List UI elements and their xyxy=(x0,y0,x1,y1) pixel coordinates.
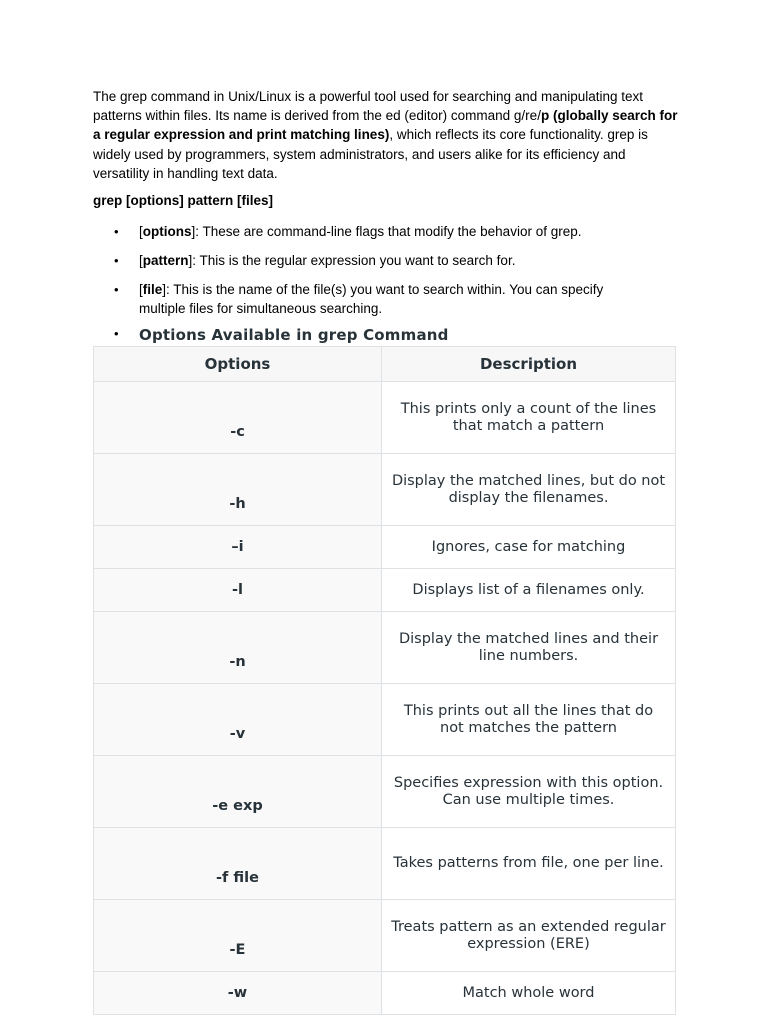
table-row xyxy=(94,612,676,684)
options-heading: • Options Available in grep Command xyxy=(93,326,653,344)
option-cell: –i xyxy=(94,526,382,569)
column-header-description: Description xyxy=(382,347,676,382)
option-cell: -w xyxy=(94,972,382,1015)
option-cell: -n xyxy=(94,612,382,684)
option-cell: -e exp xyxy=(94,756,382,828)
list-item xyxy=(93,222,653,241)
description-cell: Treats pattern as an extended regular expression (ERE) xyxy=(382,900,676,972)
param-term: options xyxy=(142,224,192,239)
syntax-line: grep [options] pattern [files] xyxy=(93,193,273,208)
option-cell: -c xyxy=(94,382,382,454)
table-row xyxy=(94,569,676,612)
list-item xyxy=(93,251,653,270)
table-row xyxy=(94,454,676,526)
bracket-open: [ xyxy=(139,224,143,239)
table-row xyxy=(94,828,676,900)
description-cell: Specifies expression with this option. Can use multiple times. xyxy=(382,756,676,828)
intro-text-2: , which reflects its core functionality. grep is widely used by programmers, system administrators, and users alike for its efficiency and versatility in handling text data. xyxy=(93,127,648,181)
option-cell: -v xyxy=(94,684,382,756)
intro-paragraph xyxy=(93,87,683,183)
bracket-open: [ xyxy=(139,282,143,297)
param-term: file xyxy=(142,282,163,297)
table-row xyxy=(94,382,676,454)
table-row xyxy=(94,684,676,756)
param-description: ]: This is the name of the file(s) you want to search within. You can specify multiple files for simultaneous searching. xyxy=(139,282,604,316)
description-cell: Display the matched lines and their line numbers. xyxy=(382,612,676,684)
description-cell: This prints only a count of the lines that match a pattern xyxy=(382,382,676,454)
parameter-list xyxy=(93,222,653,328)
option-cell: -E xyxy=(94,900,382,972)
table-row xyxy=(94,756,676,828)
intro-text-1: The grep command in Unix/Linux is a powerful tool used for searching and manipulating text patterns within files. Its name is derived from the ed (editor) command g/re/ xyxy=(93,89,644,124)
option-cell: -l xyxy=(94,569,382,612)
description-cell: Takes patterns from file, one per line. xyxy=(382,828,676,900)
option-cell: -f file xyxy=(94,828,382,900)
description-cell: Displays list of a filenames only. xyxy=(382,569,676,612)
column-header-options: Options xyxy=(94,347,382,382)
description-cell: Ignores, case for matching xyxy=(382,526,676,569)
table-row xyxy=(94,900,676,972)
table-row xyxy=(94,972,676,1015)
intro-bold-text: p (globally search for a regular expression and print matching lines) xyxy=(93,108,678,143)
param-term: pattern xyxy=(142,253,189,268)
option-cell: -h xyxy=(94,454,382,526)
table-header-row xyxy=(94,347,676,382)
options-table xyxy=(93,346,676,1015)
list-item xyxy=(93,280,653,318)
description-cell: Display the matched lines, but do not display the filenames. xyxy=(382,454,676,526)
param-description: ]: These are command-line flags that modify the behavior of grep. xyxy=(191,224,582,239)
table-row xyxy=(94,526,676,569)
bracket-open: [ xyxy=(139,253,143,268)
description-cell: Match whole word xyxy=(382,972,676,1015)
description-cell: This prints out all the lines that do not matches the pattern xyxy=(382,684,676,756)
param-description: ]: This is the regular expression you want to search for. xyxy=(188,253,516,268)
